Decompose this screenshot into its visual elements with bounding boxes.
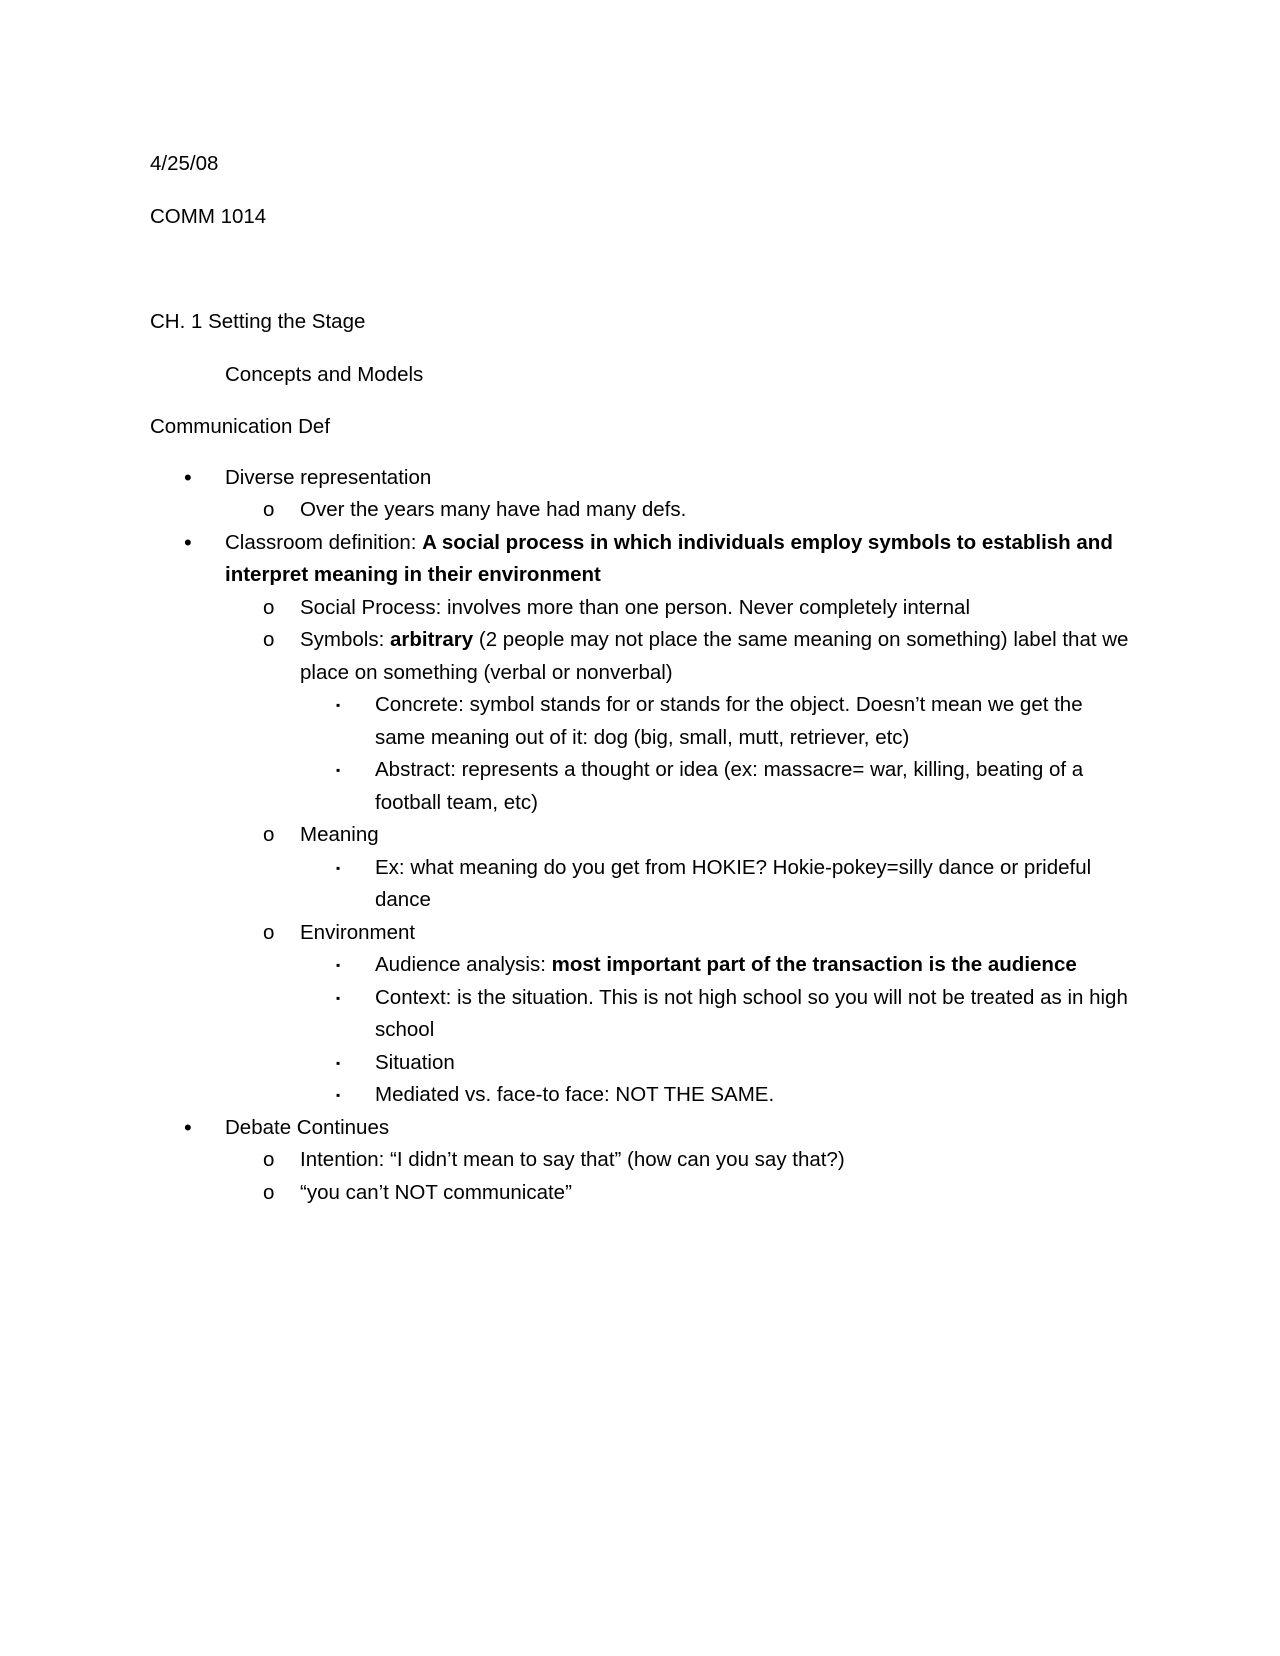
- bullet-disc-icon: •: [184, 529, 192, 555]
- list-item: [150, 527, 1130, 592]
- list-item: [150, 1047, 1130, 1080]
- bullet-circle-icon: o: [263, 628, 275, 651]
- course-code: COMM 1014: [150, 204, 267, 228]
- list-item-text: (2 people may not place the same meaning on something) label that we place on something (verbal or nonverbal): [300, 628, 1129, 684]
- document-body: [150, 148, 1130, 1209]
- chapter-title: CH. 1 Setting the Stage: [150, 310, 366, 333]
- list-item-text: Concrete: symbol stands for or stands for the object. Doesn’t mean we get the same meaning out of it: dog (big, small, mutt, retriever, etc): [375, 693, 1083, 749]
- bullet-circle-icon: o: [263, 920, 275, 944]
- list-item-text: Meaning: [300, 823, 379, 846]
- list-item-text: Diverse representation: [225, 465, 432, 489]
- bullet-square-icon: ▪: [336, 860, 341, 875]
- list-item: [150, 1144, 1130, 1177]
- list-item: [150, 494, 1130, 527]
- bullet-circle-icon: o: [263, 498, 275, 521]
- list-item: [150, 624, 1130, 689]
- list-item-text: Intention: “I didn’t mean to say that” (how can you say that?): [300, 1148, 845, 1171]
- list-item-text: Abstract: represents a thought or idea (ex: massacre= war, killing, beating of a football team, etc): [375, 758, 1084, 814]
- classroom-definition-bold: A social process in which individuals employ symbols to establish and interpret meaning in their environment: [225, 530, 1113, 586]
- chapter-subtitle: Concepts and Models: [225, 362, 424, 386]
- list-item: [150, 917, 1130, 950]
- list-item-text: “you can’t NOT communicate”: [300, 1180, 572, 1204]
- list-item: [150, 1177, 1130, 1210]
- bullet-square-icon: ▪: [336, 990, 341, 1005]
- list-item-text: Audience analysis:: [375, 953, 552, 976]
- list-item-text: Context: is the situation. This is not high school so you will not be treated as in high school: [375, 985, 1128, 1041]
- bullet-square-icon: ▪: [336, 763, 341, 777]
- list-item: [150, 592, 1130, 625]
- bullet-disc-icon: •: [184, 464, 192, 490]
- bullet-square-icon: ▪: [336, 1088, 341, 1102]
- bullet-disc-icon: •: [184, 1114, 192, 1140]
- list-item-text: Over the years many have had many defs.: [300, 498, 687, 521]
- bullet-square-icon: ▪: [336, 1055, 341, 1070]
- list-item-text: Symbols:: [300, 628, 390, 651]
- list-item: [150, 1079, 1130, 1112]
- bullet-circle-icon: o: [263, 595, 275, 619]
- list-item-text: Ex: what meaning do you get from HOKIE? Hokie-pokey=silly dance or prideful dance: [375, 855, 1092, 911]
- list-item-text: Mediated vs. face-to face: NOT THE SAME.: [375, 1083, 775, 1106]
- bullet-circle-icon: o: [263, 1180, 275, 1204]
- note-date: 4/25/08: [150, 152, 219, 175]
- bullet-circle-icon: o: [263, 823, 275, 846]
- bullet-square-icon: ▪: [336, 698, 341, 712]
- list-item-text: Classroom definition:: [225, 530, 423, 554]
- list-item-text: Debate Continues: [225, 1115, 390, 1139]
- list-item: [150, 852, 1130, 917]
- list-item-text: Social Process: involves more than one person. Never completely internal: [300, 595, 970, 619]
- list-item: [150, 949, 1130, 982]
- list-item: [150, 754, 1130, 819]
- list-item: [150, 689, 1130, 754]
- list-item-text: Situation: [375, 1050, 455, 1074]
- bullet-circle-icon: o: [263, 1148, 275, 1171]
- bullet-square-icon: ▪: [336, 958, 341, 972]
- list-item-text: Environment: [300, 920, 416, 944]
- section-heading: Communication Def: [150, 415, 331, 438]
- list-item: [150, 982, 1130, 1047]
- list-item: [150, 462, 1130, 495]
- list-item: [150, 819, 1130, 852]
- symbols-bold: arbitrary: [390, 628, 474, 651]
- list-item: [150, 1112, 1130, 1145]
- audience-bold: most important part of the transaction is the audience: [551, 953, 1077, 976]
